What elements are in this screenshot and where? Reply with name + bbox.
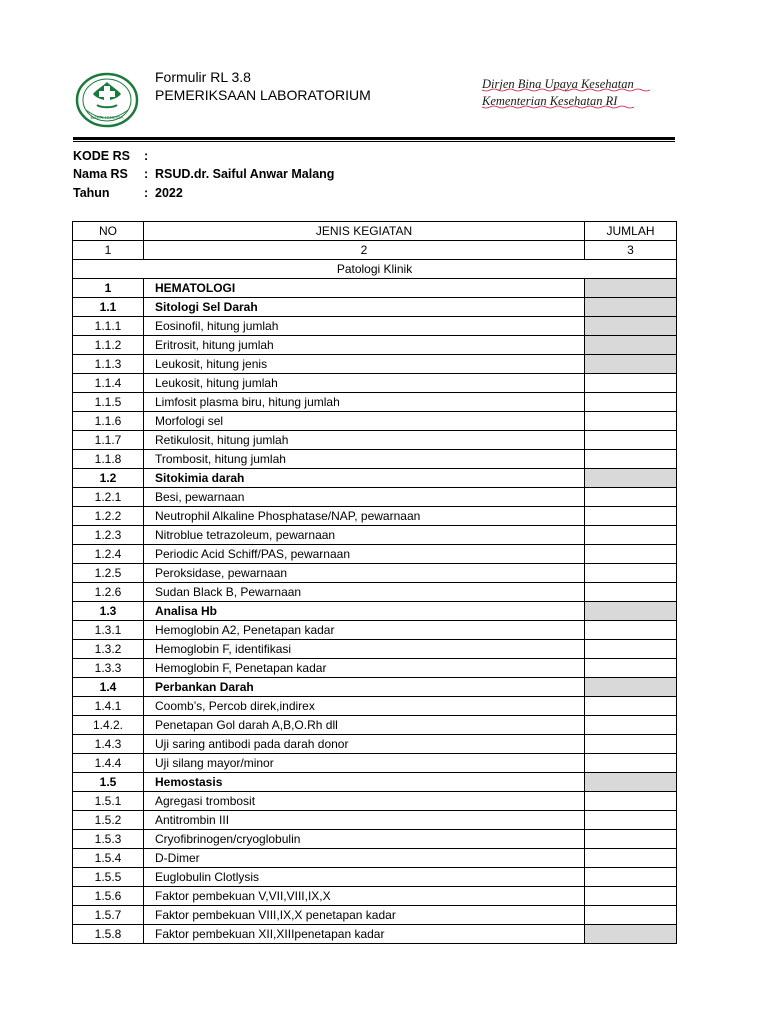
table-row: [73, 754, 677, 773]
row-activity-name: Perbankan Darah: [144, 678, 585, 697]
row-jumlah-cell[interactable]: [585, 868, 677, 887]
header-divider-thick: [73, 137, 675, 140]
table-row: [73, 507, 677, 526]
row-activity-name: Peroksidase, pewarnaan: [144, 564, 585, 583]
row-activity-name: Morfologi sel: [144, 412, 585, 431]
info-colon: :: [144, 186, 149, 200]
row-number: 1.1.4: [73, 374, 144, 393]
row-jumlah-cell[interactable]: [585, 640, 677, 659]
table-row: [73, 849, 677, 868]
row-number: 1.1: [73, 298, 144, 317]
row-activity-name: D-Dimer: [144, 849, 585, 868]
svg-text:Kementerian Kesehatan RI: Kementerian Kesehatan RI: [482, 94, 618, 108]
col-header-jumlah: JUMLAH: [585, 222, 677, 241]
table-row: [73, 659, 677, 678]
row-number: 1.1.2: [73, 336, 144, 355]
row-activity-name: Limfosit plasma biru, hitung jumlah: [144, 393, 585, 412]
row-jumlah-cell[interactable]: [585, 317, 677, 336]
column-number-row: [73, 241, 677, 260]
table-row: [73, 735, 677, 754]
row-number: 1.5.3: [73, 830, 144, 849]
table-row: [73, 469, 677, 488]
table-row: [73, 621, 677, 640]
row-activity-name: HEMATOLOGI: [144, 279, 585, 298]
row-jumlah-cell[interactable]: [585, 906, 677, 925]
row-jumlah-cell[interactable]: [585, 507, 677, 526]
row-jumlah-cell[interactable]: [585, 659, 677, 678]
row-activity-name: Uji saring antibodi pada darah donor: [144, 735, 585, 754]
col-header-jenis-kegiatan: JENIS KEGIATAN: [144, 222, 585, 241]
row-activity-name: Penetapan Gol darah A,B,O.Rh dll: [144, 716, 585, 735]
row-number: 1.2.2: [73, 507, 144, 526]
table-row: [73, 545, 677, 564]
row-jumlah-cell[interactable]: [585, 450, 677, 469]
info-colon: :: [144, 149, 149, 163]
row-number: 1.1.3: [73, 355, 144, 374]
row-number: 1.1.6: [73, 412, 144, 431]
row-activity-name: Periodic Acid Schiff/PAS, pewarnaan: [144, 545, 585, 564]
table-row: [73, 868, 677, 887]
row-activity-name: Neutrophil Alkaline Phosphatase/NAP, pewarnaan: [144, 507, 585, 526]
kemenkes-logo: [75, 72, 139, 128]
row-number: 1.3: [73, 602, 144, 621]
table-row: [73, 431, 677, 450]
row-activity-name: Antitrombin III: [144, 811, 585, 830]
row-activity-name: Hemoglobin F, Penetapan kadar: [144, 659, 585, 678]
row-number: 1.5.4: [73, 849, 144, 868]
table-row: [73, 488, 677, 507]
table-row: [73, 697, 677, 716]
row-jumlah-cell[interactable]: [585, 830, 677, 849]
table-row: [73, 317, 677, 336]
row-jumlah-cell[interactable]: [585, 678, 677, 697]
row-jumlah-cell[interactable]: [585, 374, 677, 393]
row-activity-name: Nitroblue tetrazoleum, pewarnaan: [144, 526, 585, 545]
row-jumlah-cell[interactable]: [585, 811, 677, 830]
row-number: 1.5.1: [73, 792, 144, 811]
table-row: [73, 279, 677, 298]
row-activity-name: Sudan Black B, Pewarnaan: [144, 583, 585, 602]
row-activity-name: Analisa Hb: [144, 602, 585, 621]
row-activity-name: Coomb’s, Percob direk,indirex: [144, 697, 585, 716]
row-jumlah-cell[interactable]: [585, 564, 677, 583]
row-number: 1.2.3: [73, 526, 144, 545]
row-number: 1.3.1: [73, 621, 144, 640]
row-number: 1.1.8: [73, 450, 144, 469]
table-row: [73, 336, 677, 355]
row-number: 1.3.3: [73, 659, 144, 678]
row-number: 1.1.5: [73, 393, 144, 412]
row-jumlah-cell[interactable]: [585, 887, 677, 906]
row-jumlah-cell[interactable]: [585, 279, 677, 298]
row-jumlah-cell[interactable]: [585, 469, 677, 488]
info-label: KODE RS: [73, 149, 130, 163]
row-number: 1.4.4: [73, 754, 144, 773]
ministry-signature: [480, 74, 670, 110]
row-jumlah-cell[interactable]: [585, 773, 677, 792]
table-row: [73, 773, 677, 792]
table-row: [73, 393, 677, 412]
row-jumlah-cell[interactable]: [585, 488, 677, 507]
table-row: [73, 374, 677, 393]
info-label: Nama RS: [73, 167, 128, 181]
row-activity-name: Faktor pembekuan XII,XIIIpenetapan kadar: [144, 925, 585, 944]
table-row: [73, 583, 677, 602]
table-row: [73, 564, 677, 583]
row-number: 1.5: [73, 773, 144, 792]
row-jumlah-cell[interactable]: [585, 336, 677, 355]
row-jumlah-cell[interactable]: [585, 393, 677, 412]
row-number: 1.4: [73, 678, 144, 697]
table-row: [73, 640, 677, 659]
col-number-1: 1: [73, 241, 144, 260]
lab-exam-table: [72, 221, 677, 944]
row-number: 1.2.6: [73, 583, 144, 602]
table-row: [73, 602, 677, 621]
row-jumlah-cell[interactable]: [585, 792, 677, 811]
table-row: [73, 298, 677, 317]
row-activity-name: Sitologi Sel Darah: [144, 298, 585, 317]
row-jumlah-cell[interactable]: [585, 602, 677, 621]
row-number: 1.5.2: [73, 811, 144, 830]
row-number: 1.4.3: [73, 735, 144, 754]
info-colon: :: [144, 167, 149, 181]
row-activity-name: Leukosit, hitung jumlah: [144, 374, 585, 393]
table-row: [73, 906, 677, 925]
row-jumlah-cell[interactable]: [585, 735, 677, 754]
table-header-row: [73, 222, 677, 241]
row-number: 1.5.7: [73, 906, 144, 925]
table-row: [73, 716, 677, 735]
table-row: [73, 792, 677, 811]
info-label: Tahun: [73, 186, 110, 200]
section-row: [73, 260, 677, 279]
header-divider-thin: [73, 141, 675, 142]
row-number: 1: [73, 279, 144, 298]
row-activity-name: Hemoglobin F, identifikasi: [144, 640, 585, 659]
row-number: 1.5.6: [73, 887, 144, 906]
col-number-2: 2: [144, 241, 585, 260]
row-jumlah-cell[interactable]: [585, 697, 677, 716]
row-activity-name: Faktor pembekuan VIII,IX,X penetapan kadar: [144, 906, 585, 925]
col-header-no: NO: [73, 222, 144, 241]
row-activity-name: Sitokimia darah: [144, 469, 585, 488]
row-jumlah-cell[interactable]: [585, 355, 677, 374]
row-jumlah-cell[interactable]: [585, 754, 677, 773]
info-value: 2022: [155, 186, 183, 200]
row-activity-name: Trombosit, hitung jumlah: [144, 450, 585, 469]
table-row: [73, 811, 677, 830]
row-activity-name: Hemoglobin A2, Penetapan kadar: [144, 621, 585, 640]
row-number: 1.2.1: [73, 488, 144, 507]
table-row: [73, 887, 677, 906]
row-jumlah-cell[interactable]: [585, 431, 677, 450]
row-jumlah-cell[interactable]: [585, 583, 677, 602]
row-activity-name: Cryofibrinogen/cryoglobulin: [144, 830, 585, 849]
row-activity-name: Besi, pewarnaan: [144, 488, 585, 507]
table-row: [73, 925, 677, 944]
row-number: 1.2: [73, 469, 144, 488]
col-number-3: 3: [585, 241, 677, 260]
table-row: [73, 412, 677, 431]
table-row: [73, 450, 677, 469]
row-number: 1.2.4: [73, 545, 144, 564]
row-activity-name: Agregasi trombosit: [144, 792, 585, 811]
row-number: 1.4.2.: [73, 716, 144, 735]
info-value: RSUD.dr. Saiful Anwar Malang: [155, 167, 335, 181]
row-number: 1.1.7: [73, 431, 144, 450]
row-activity-name: Retikulosit, hitung jumlah: [144, 431, 585, 450]
row-jumlah-cell[interactable]: [585, 412, 677, 431]
row-activity-name: Eosinofil, hitung jumlah: [144, 317, 585, 336]
row-number: 1.3.2: [73, 640, 144, 659]
row-jumlah-cell[interactable]: [585, 716, 677, 735]
row-jumlah-cell[interactable]: [585, 849, 677, 868]
svg-text:BAKTI HUSADA: BAKTI HUSADA: [90, 115, 124, 120]
section-title: Patologi Klinik: [73, 260, 677, 279]
form-subtitle: PEMERIKSAAN LABORATORIUM: [155, 87, 371, 103]
svg-text:Dirjen Bina Upaya Kesehatan: Dirjen Bina Upaya Kesehatan: [482, 77, 634, 91]
row-number: 1.1.1: [73, 317, 144, 336]
row-jumlah-cell[interactable]: [585, 298, 677, 317]
table-row: [73, 830, 677, 849]
row-activity-name: Faktor pembekuan V,VII,VIII,IX,X: [144, 887, 585, 906]
row-activity-name: Eritrosit, hitung jumlah: [144, 336, 585, 355]
row-number: 1.2.5: [73, 564, 144, 583]
row-number: 1.5.5: [73, 868, 144, 887]
row-jumlah-cell[interactable]: [585, 925, 677, 944]
row-activity-name: Hemostasis: [144, 773, 585, 792]
row-activity-name: Euglobulin Clotlysis: [144, 868, 585, 887]
row-jumlah-cell[interactable]: [585, 621, 677, 640]
table-row: [73, 355, 677, 374]
row-number: 1.5.8: [73, 925, 144, 944]
table-body: [73, 222, 677, 944]
form-code-title: Formulir RL 3.8: [155, 69, 251, 85]
row-number: 1.4.1: [73, 697, 144, 716]
table-row: [73, 678, 677, 697]
row-activity-name: Leukosit, hitung jenis: [144, 355, 585, 374]
row-jumlah-cell[interactable]: [585, 545, 677, 564]
row-jumlah-cell[interactable]: [585, 526, 677, 545]
row-activity-name: Uji silang mayor/minor: [144, 754, 585, 773]
table-row: [73, 526, 677, 545]
